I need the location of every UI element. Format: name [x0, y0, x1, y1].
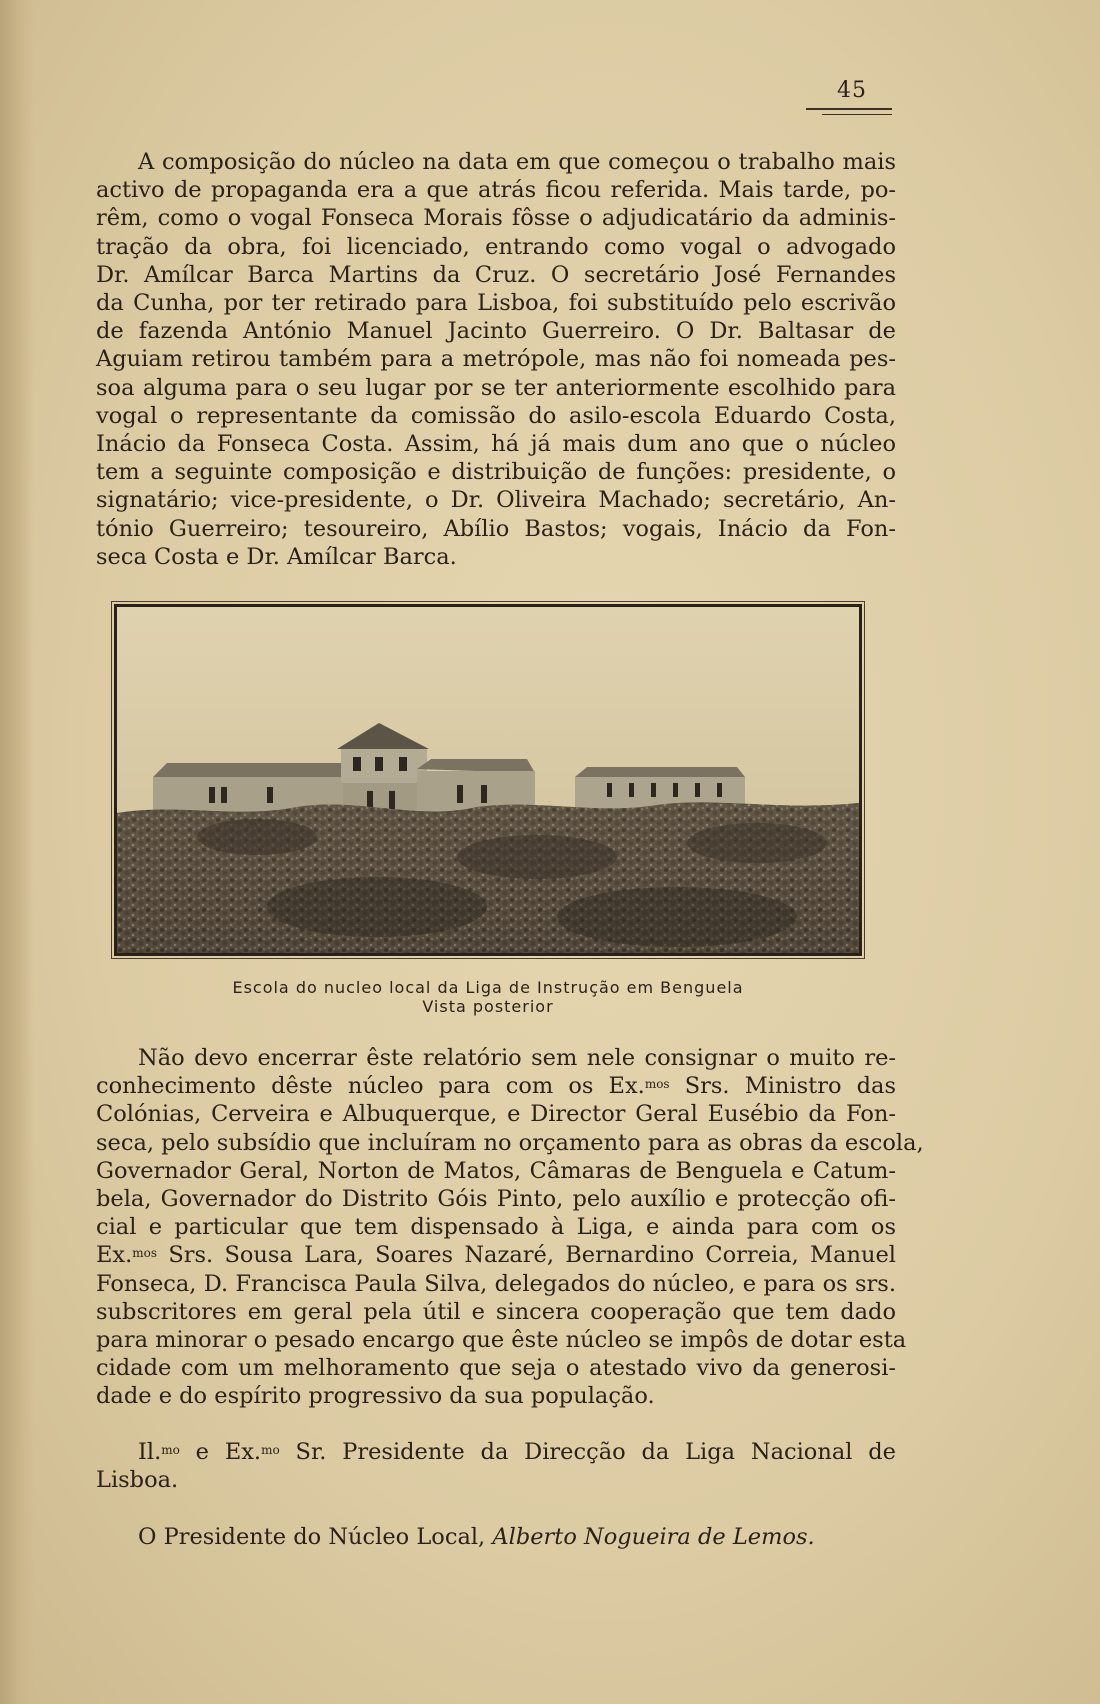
text-line: subscritores em geral pela útil e sincera cooperação que tem dado	[96, 1298, 896, 1325]
paragraph-composition	[96, 148, 896, 571]
text-line: Il.$^{mo}$ e Ex.$^{mo}$ Sr. Presidente da Direcção da Liga Nacional de	[138, 1439, 896, 1465]
text-line: seca Costa e Dr. Amílcar Barca.	[96, 543, 457, 570]
text-line: signatário; vice-presidente, o Dr. Oliveira Machado; secretário, An-	[96, 487, 896, 514]
header-rule-thin	[822, 114, 892, 115]
photo-caption-subtitle: Vista posterior	[422, 997, 554, 1016]
text-line: activo de propaganda era a que atrás ficou referida. Mais tarde, po-	[96, 177, 896, 204]
paragraph-address	[96, 1438, 896, 1494]
text-line: vogal o representante da comissão do asilo-escola Eduardo Costa,	[96, 402, 896, 429]
text-line: Fonseca, D. Francisca Paula Silva, delegados do núcleo, e para os srs.	[96, 1270, 896, 1297]
building-right-wing	[575, 767, 745, 809]
building-left-wing	[153, 763, 373, 817]
signature-name: Alberto Nogueira de Lemos.	[492, 1524, 815, 1550]
text-line: cial e particular que tem dispensado à Liga, e ainda para com os	[96, 1214, 896, 1241]
signature-line	[96, 1523, 896, 1551]
paragraph-acknowledgement	[96, 1044, 924, 1411]
text-line	[96, 1523, 896, 1551]
superscript-abbrev: mos	[132, 1246, 158, 1261]
school-photograph	[114, 604, 862, 956]
text-line: dade e do espírito progressivo da sua população.	[96, 1383, 655, 1410]
text-line: Ex.$^{mos}$ Srs. Sousa Lara, Soares Nazaré, Bernardino Correia, Manuel	[96, 1242, 896, 1269]
text-line: Aguiam retirou também para a metrópole, mas não foi nomeada pes-	[96, 346, 896, 373]
photo-illustration	[117, 607, 859, 953]
text-line: conhecimento dêste núcleo para com os Ex.$^{mos}$ Srs. Ministro das	[96, 1073, 896, 1100]
signature-prefix: O Presidente do Núcleo Local,	[138, 1524, 493, 1550]
header-rule	[806, 108, 892, 110]
text-line: Inácio da Fonseca Costa. Assim, há já mais dum ano que o núcleo	[96, 431, 896, 458]
text-line: A composição do núcleo na data em que começou o trabalho mais	[138, 149, 896, 175]
text-line: Lisboa.	[96, 1467, 179, 1494]
text-line: Colónias, Cerveira e Albuquerque, e Director Geral Eusébio da Fon-	[96, 1101, 896, 1128]
text-line: da Cunha, por ter retirado para Lisboa, foi substituído pelo escrivão	[96, 290, 896, 317]
text-line: tem a seguinte composição e distribuição de funções: presidente, o	[96, 459, 896, 486]
superscript-abbrev: mo	[161, 1443, 180, 1457]
text-line: tração da obra, foi licenciado, entrando como vogal o advogado	[96, 233, 896, 260]
vegetation-foreground	[117, 802, 859, 953]
superscript-abbrev: mo	[261, 1443, 280, 1457]
page-number: 45	[837, 78, 867, 103]
text-line: Governador Geral, Norton de Matos, Câmaras de Benguela e Catum-	[96, 1157, 896, 1184]
text-line: de fazenda António Manuel Jacinto Guerreiro. O Dr. Baltasar de	[96, 318, 896, 345]
text-line: seca, pelo subsídio que incluíram no orçamento para as obras da escola,	[96, 1129, 924, 1156]
superscript-abbrev: mos	[644, 1077, 670, 1092]
text-line: bela, Governador do Distrito Góis Pinto, pelo auxílio e protecção ofi-	[96, 1186, 896, 1213]
building-central-tower	[337, 723, 429, 819]
text-line: para minorar o pesado encargo que êste núcleo se impôs de dotar esta	[96, 1327, 907, 1354]
text-line: Não devo encerrar êste relatório sem nele consignar o muito re-	[138, 1045, 896, 1071]
text-line: tónio Guerreiro; tesoureiro, Abílio Bastos; vogais, Inácio da Fon-	[96, 515, 896, 542]
photo-caption: Escola do nucleo local da Liga de Instrução em Benguela	[232, 978, 744, 997]
text-line: soa alguma para o seu lugar por se ter anteriormente escolhido para	[96, 374, 896, 401]
text-line: rêm, como o vogal Fonseca Morais fôsse o adjudicatário da adminis-	[96, 205, 896, 232]
building-middle-wing	[417, 759, 535, 817]
page-binding-edge	[0, 0, 34, 1704]
text-line: Dr. Amílcar Barca Martins da Cruz. O secretário José Fernandes	[96, 261, 896, 288]
text-line: cidade com um melhoramento que seja o atestado vivo da generosi-	[96, 1355, 896, 1382]
